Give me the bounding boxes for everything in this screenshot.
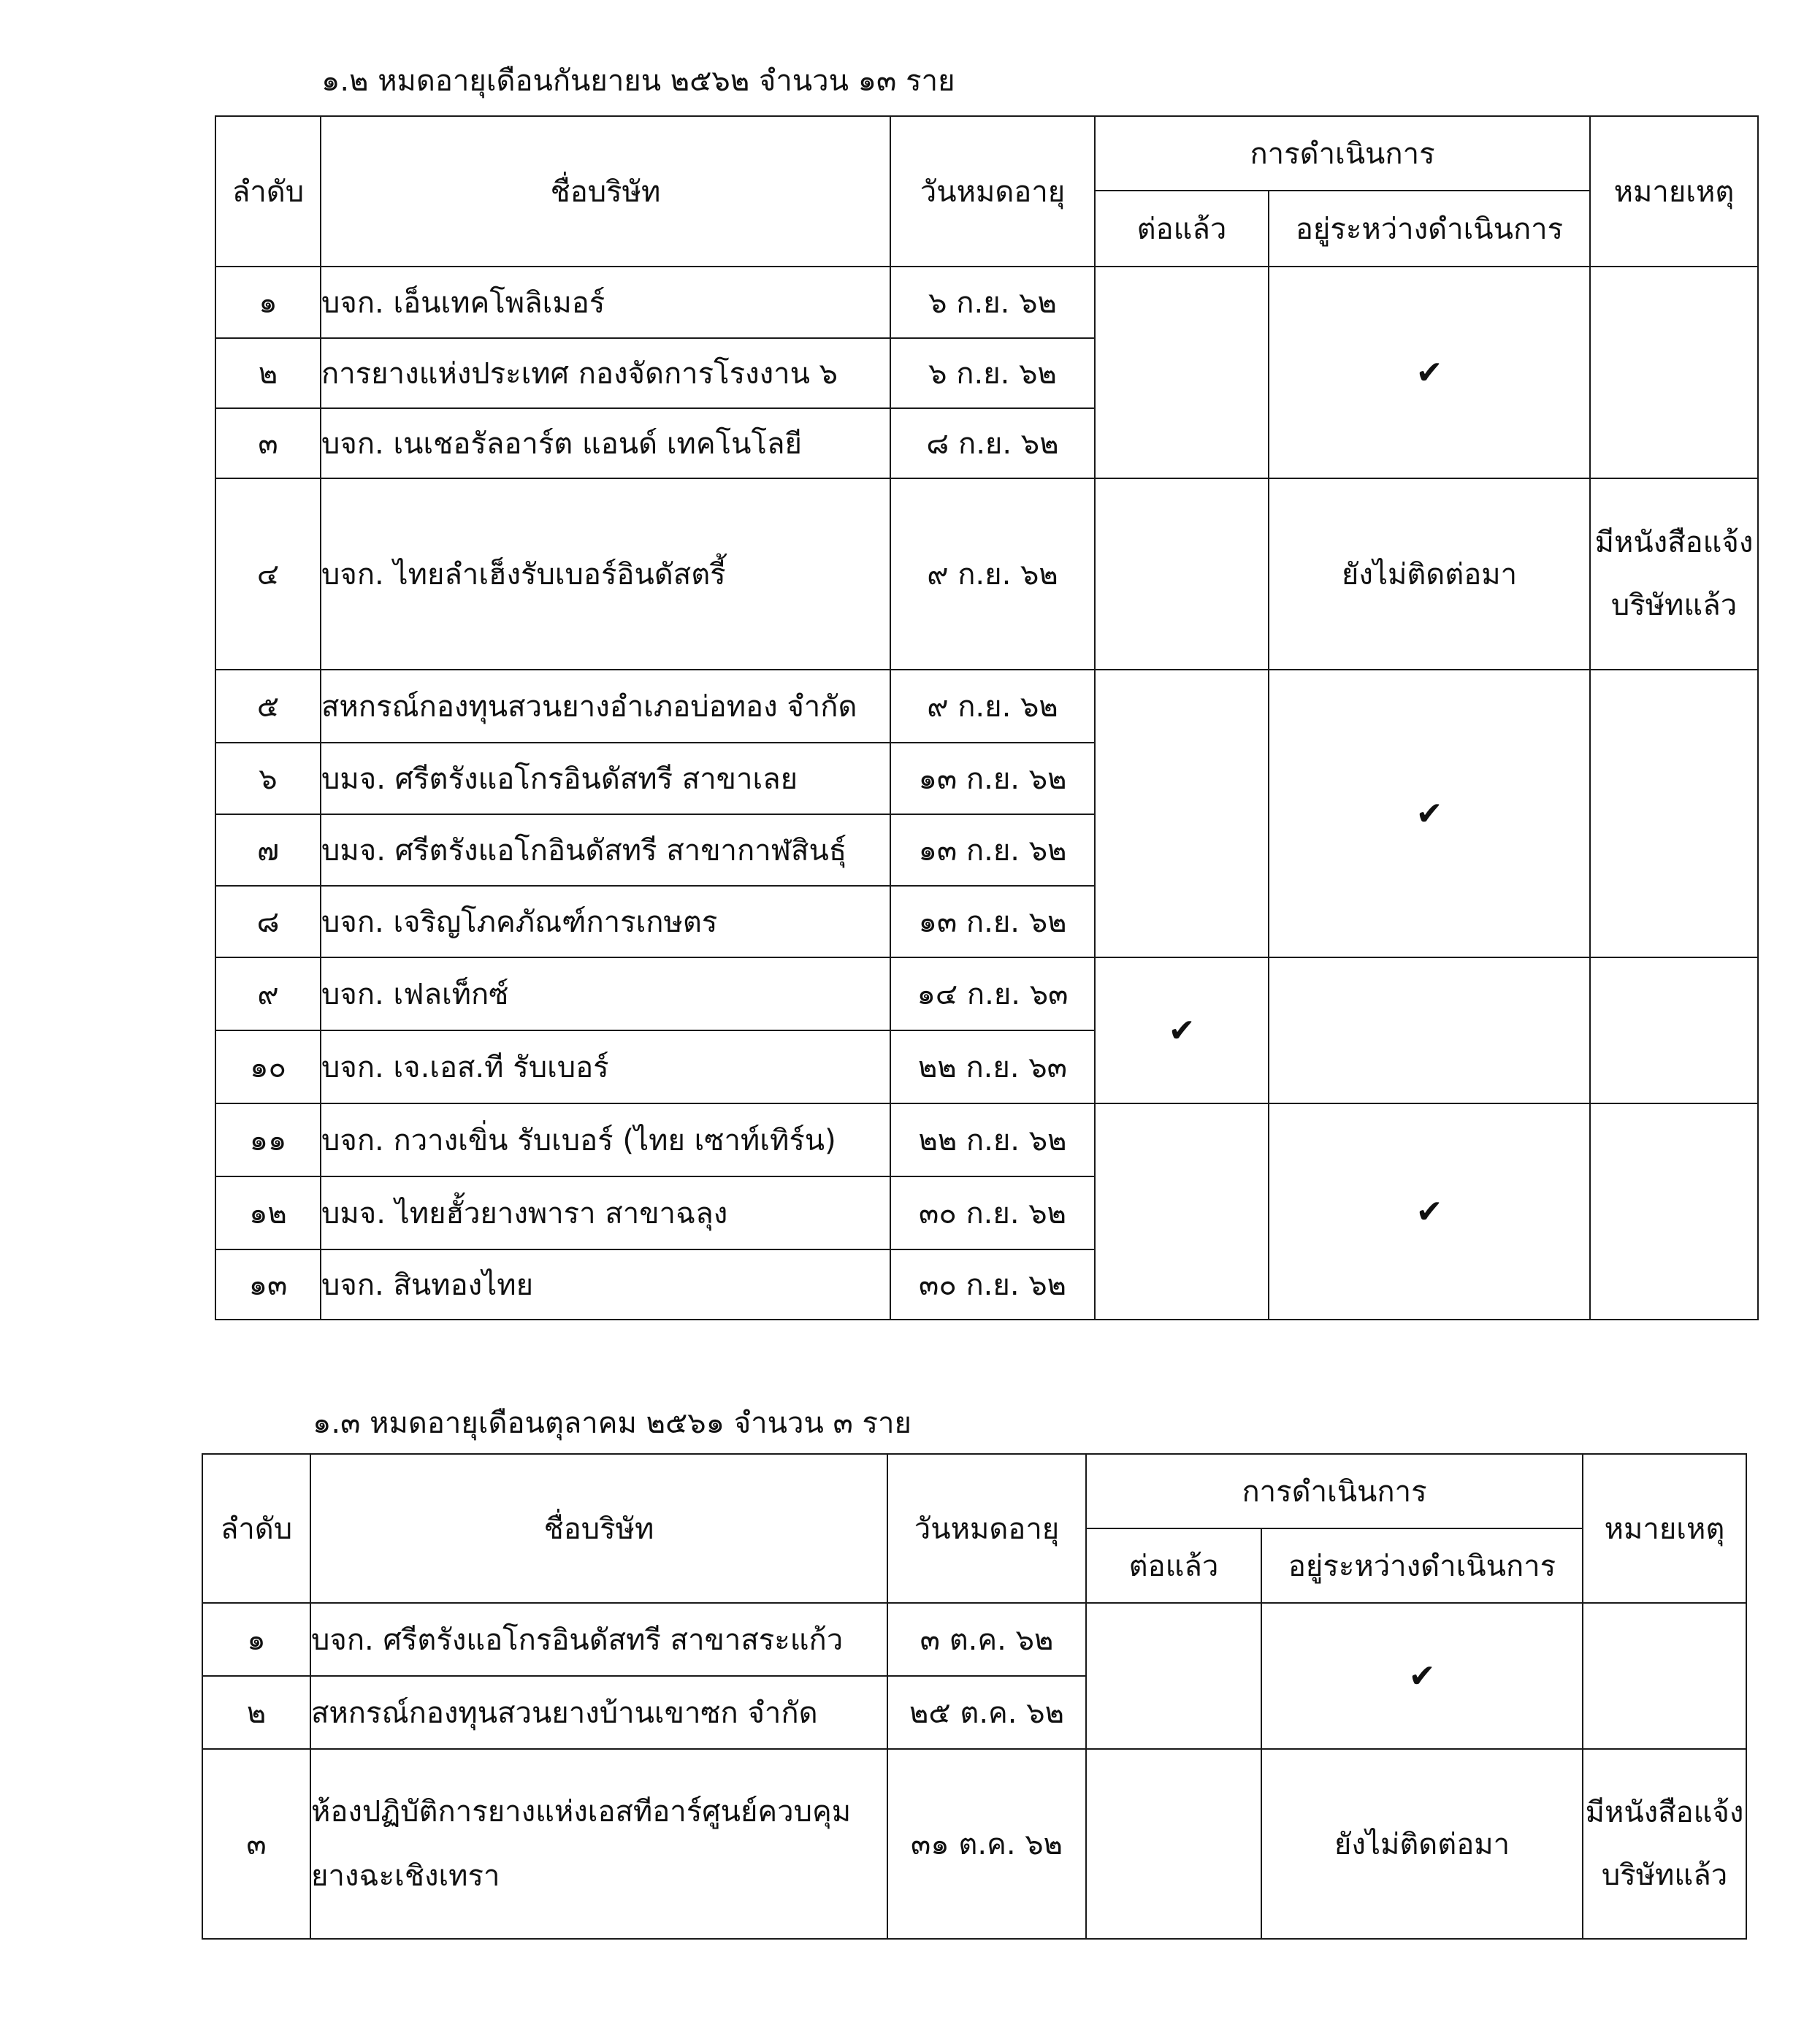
row-no: ๘ (215, 886, 321, 957)
row-no: ๖ (215, 743, 321, 814)
row-no: ๑ (202, 1603, 310, 1676)
header-renewed: ต่อแล้ว (1095, 191, 1269, 267)
row-expiry: ๘ ก.ย. ๖๒ (890, 408, 1095, 478)
expiry-table-september (215, 115, 1759, 1320)
row-company: บจก. กวางเขิ่น รับเบอร์ (ไทย เซาท์เทิร์น) (321, 1103, 890, 1176)
row-expiry: ๓๐ ก.ย. ๖๒ (890, 1249, 1095, 1320)
row-expiry: ๓๐ ก.ย. ๖๒ (890, 1176, 1095, 1249)
row-no: ๙ (215, 957, 321, 1030)
row-expiry: ๙ ก.ย. ๖๒ (890, 670, 1095, 743)
row-company: บจก. สินทองไทย (321, 1249, 890, 1320)
row-no: ๑ (215, 267, 321, 338)
header-remark: หมายเหตุ (1583, 1454, 1746, 1603)
row-company: บจก. เอ็นเทคโพลิเมอร์ (321, 267, 890, 338)
header-company: ชื่อบริษัท (321, 116, 890, 267)
header-no: ลำดับ (215, 116, 321, 267)
renewed-cell (1095, 1103, 1269, 1320)
row-company: บจก. ไทยลำเฮ็งรับเบอร์อินดัสตรี้ (321, 478, 890, 670)
row-expiry: ๓๑ ต.ค. ๖๒ (887, 1749, 1086, 1939)
row-no: ๓ (215, 408, 321, 478)
row-expiry: ๑๓ ก.ย. ๖๒ (890, 886, 1095, 957)
row-expiry: ๓ ต.ค. ๖๒ (887, 1603, 1086, 1676)
check-mark-icon: ✔ (1415, 1193, 1443, 1230)
row-company: บมจ. ศรีตรังแอโกรอินดัสทรี สาขาเลย (321, 743, 890, 814)
section-heading-october: ๑.๓ หมดอายุเดือนตุลาคม ๒๕๖๑ จำนวน ๓ ราย (313, 1406, 911, 1440)
header-action: การดำเนินการ (1095, 116, 1590, 191)
expiry-table-october (202, 1453, 1747, 1940)
row-expiry: ๒๕ ต.ค. ๖๒ (887, 1676, 1086, 1749)
header-in-progress: อยู่ระหว่างดำเนินการ (1269, 191, 1590, 267)
in-progress-cell (1269, 670, 1590, 957)
row-no: ๔ (215, 478, 321, 670)
row-company: สหกรณ์กองทุนสวนยางอำเภอบ่อทอง จำกัด (321, 670, 890, 743)
renewed-cell (1095, 267, 1269, 478)
remark-cell (1583, 1603, 1746, 1749)
row-company: บจก. เฟลเท็กซ์ (321, 957, 890, 1030)
renewed-cell (1086, 1603, 1261, 1749)
row-no: ๑๒ (215, 1176, 321, 1249)
renewed-cell (1095, 957, 1269, 1103)
row-expiry: ๒๒ ก.ย. ๖๒ (890, 1103, 1095, 1176)
header-expiry: วันหมดอายุ (887, 1454, 1086, 1603)
table-row (215, 957, 1758, 1030)
row-no: ๑๓ (215, 1249, 321, 1320)
row-no: ๑๑ (215, 1103, 321, 1176)
remark-cell (1590, 1103, 1758, 1320)
row-no: ๓ (202, 1749, 310, 1939)
in-progress-cell: ยังไม่ติดต่อมา (1261, 1749, 1583, 1939)
renewed-cell (1095, 670, 1269, 957)
row-expiry: ๑๓ ก.ย. ๖๒ (890, 743, 1095, 814)
row-no: ๕ (215, 670, 321, 743)
header-expiry: วันหมดอายุ (890, 116, 1095, 267)
remark-cell (1590, 267, 1758, 478)
row-company: บจก. เจริญโภคภัณฑ์การเกษตร (321, 886, 890, 957)
row-expiry: ๙ ก.ย. ๖๒ (890, 478, 1095, 670)
in-progress-cell: ยังไม่ติดต่อมา (1269, 478, 1590, 670)
header-in-progress: อยู่ระหว่างดำเนินการ (1261, 1528, 1583, 1603)
table-row (215, 670, 1758, 743)
row-company: บจก. ศรีตรังแอโกรอินดัสทรี สาขาสระแก้ว (310, 1603, 887, 1676)
section-heading-september: ๑.๒ หมดอายุเดือนกันยายน ๒๕๖๒ จำนวน ๑๓ ราย (321, 64, 955, 98)
renewed-cell (1095, 478, 1269, 670)
row-company: การยางแห่งประเทศ กองจัดการโรงงาน ๖ (321, 338, 890, 408)
table-row (215, 1103, 1758, 1176)
header-company: ชื่อบริษัท (310, 1454, 887, 1603)
row-expiry: ๖ ก.ย. ๖๒ (890, 338, 1095, 408)
row-expiry: ๑๓ ก.ย. ๖๒ (890, 814, 1095, 886)
row-company: บมจ. ศรีตรังแอโกอินดัสทรี สาขากาฬสินธุ์ (321, 814, 890, 886)
check-mark-icon: ✔ (1168, 1011, 1196, 1049)
check-mark-icon: ✔ (1415, 795, 1443, 832)
table-row (215, 267, 1758, 338)
table-row (215, 478, 1758, 670)
in-progress-cell (1261, 1603, 1583, 1749)
header-no: ลำดับ (202, 1454, 310, 1603)
row-company: ห้องปฏิบัติการยางแห่งเอสทีอาร์ศูนย์ควบคุมยางฉะเชิงเทรา (310, 1749, 887, 1939)
table-row (202, 1603, 1746, 1676)
row-no: ๒ (202, 1676, 310, 1749)
check-mark-icon: ✔ (1408, 1657, 1436, 1695)
header-action: การดำเนินการ (1086, 1454, 1583, 1528)
row-expiry: ๖ ก.ย. ๖๒ (890, 267, 1095, 338)
header-renewed: ต่อแล้ว (1086, 1528, 1261, 1603)
row-company: บจก. เนเชอรัลอาร์ต แอนด์ เทคโนโลยี (321, 408, 890, 478)
row-company: สหกรณ์กองทุนสวนยางบ้านเขาซก จำกัด (310, 1676, 887, 1749)
row-company: บมจ. ไทยฮั้วยางพารา สาขาฉลุง (321, 1176, 890, 1249)
remark-cell (1590, 670, 1758, 957)
row-no: ๒ (215, 338, 321, 408)
in-progress-cell (1269, 957, 1590, 1103)
table-row (202, 1749, 1746, 1939)
row-expiry: ๑๔ ก.ย. ๖๓ (890, 957, 1095, 1030)
in-progress-cell (1269, 267, 1590, 478)
row-no: ๗ (215, 814, 321, 886)
remark-cell (1590, 957, 1758, 1103)
row-expiry: ๒๒ ก.ย. ๖๓ (890, 1030, 1095, 1103)
renewed-cell (1086, 1749, 1261, 1939)
in-progress-cell (1269, 1103, 1590, 1320)
header-remark: หมายเหตุ (1590, 116, 1758, 267)
remark-cell: มีหนังสือแจ้งบริษัทแล้ว (1583, 1749, 1746, 1939)
row-no: ๑๐ (215, 1030, 321, 1103)
check-mark-icon: ✔ (1415, 353, 1443, 391)
remark-cell: มีหนังสือแจ้งบริษัทแล้ว (1590, 478, 1758, 670)
row-company: บจก. เจ.เอส.ที รับเบอร์ (321, 1030, 890, 1103)
